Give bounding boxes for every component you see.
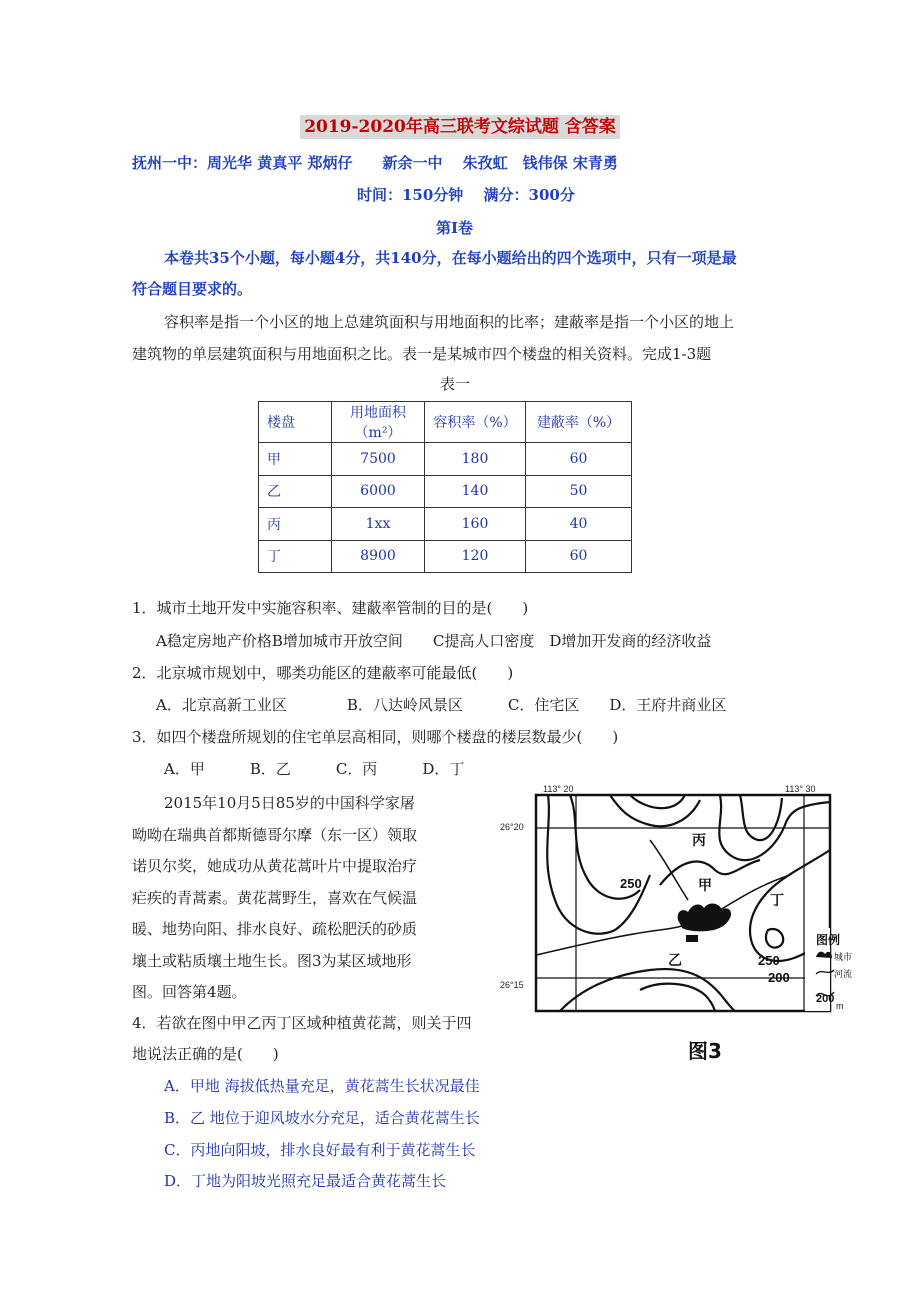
- table-cell: 120: [425, 540, 526, 573]
- question-1-stem: 1．城市土地开发中实施容积率、建蔽率管制的目的是( ): [132, 599, 529, 617]
- header-cell: 建蔽率（%）: [526, 402, 632, 443]
- section-heading: 第Ⅰ卷: [436, 219, 474, 237]
- table-header-row: [259, 402, 632, 443]
- passage-line: 暖、地势向阳、排水良好、疏松肥沃的砂质: [132, 920, 418, 938]
- contour-line: [560, 969, 735, 1011]
- passage-line: 呦呦在瑞典首都斯德哥尔摩（东一区）领取: [132, 826, 418, 844]
- question-4-stem: 地说法正确的是( ): [132, 1045, 279, 1063]
- passage-line: 图。回答第4题。: [132, 983, 247, 1001]
- legend-title: 图例: [816, 933, 841, 947]
- contour-line: [640, 984, 715, 1011]
- rivers: [536, 840, 790, 955]
- table-cell: 1xx: [332, 508, 425, 541]
- question-3-stem: 3．如四个楼盘所规划的住宅单层高相同，则哪个楼盘的楼层数最少( ): [132, 728, 619, 746]
- map-caption: 图3: [688, 1039, 722, 1063]
- table-cell: 丙: [259, 508, 332, 541]
- intro-line-1: 容积率是指一个小区的地上总建筑面积与用地面积的比率；建蔽率是指一个小区的地上: [164, 313, 735, 331]
- city-area-small: [686, 935, 698, 942]
- header-cell: 用地面积（m²）: [332, 402, 425, 443]
- contour-label: 250: [620, 876, 642, 891]
- table-row: [259, 443, 632, 476]
- table-caption: 表一: [440, 375, 471, 393]
- table-row: [259, 475, 632, 508]
- document-title: 2019-2020年高三联考文综试题 含答案: [0, 112, 920, 137]
- question-2-options: A．北京高新工业区 B．八达岭风景区 C．住宅区 D．王府井商业区: [156, 696, 727, 714]
- topographic-map: [500, 780, 853, 1070]
- question-4-option: C．丙地向阳坡，排水良好最有利于黄花蒿生长: [164, 1141, 476, 1159]
- lat-label-top: 26°20: [500, 822, 524, 832]
- intro-line-2: 建筑物的单层建筑面积与用地面积之比。表一是某城市四个楼盘的相关资料。完成1-3题: [132, 345, 712, 363]
- lon-label-left: 113° 20: [543, 784, 574, 794]
- legend-scale-unit: m: [836, 1001, 844, 1011]
- instructions-line-2: 符合题目要求的。: [132, 280, 253, 298]
- lon-label-right: 113° 30: [785, 784, 816, 794]
- table-cell: 7500: [332, 443, 425, 476]
- lat-label-bottom: 26°15: [500, 980, 524, 990]
- authors-line: 抚州一中：周光华 黄真平 郑炳仔 新余一中 朱孜虹 钱伟保 宋青勇: [132, 154, 618, 172]
- question-4-stem: 4．若欲在图中甲乙丙丁区域种植黄花蒿，则关于四: [132, 1014, 472, 1032]
- question-2-stem: 2．北京城市规划中，哪类功能区的建蔽率可能最低( ): [132, 664, 514, 682]
- table-cell: 60: [526, 540, 632, 573]
- question-1-options: A稳定房地产价格B增加城市开放空间 C提高人口密度 D增加开发商的经济收益: [156, 632, 712, 650]
- legend-city-label: 城市: [834, 952, 853, 962]
- table-cell: 160: [425, 508, 526, 541]
- passage-line: 2015年10月5日85岁的中国科学家屠: [164, 794, 415, 812]
- table-cell: 50: [526, 475, 632, 508]
- header-cell: 容积率（%）: [425, 402, 526, 443]
- contour-label: 250: [758, 953, 780, 968]
- legend-scale-value: 200: [816, 993, 835, 1005]
- table-cell: 乙: [259, 475, 332, 508]
- table-cell: 丁: [259, 540, 332, 573]
- table-cell: 60: [526, 443, 632, 476]
- region-label-bing: 丙: [692, 832, 706, 848]
- contour-line: [630, 795, 685, 808]
- contour-line: [740, 795, 782, 840]
- contour-line: [766, 929, 783, 948]
- data-table: [258, 401, 632, 573]
- river-line: [650, 840, 688, 900]
- contour-line: [547, 795, 650, 934]
- contour-line: [610, 795, 700, 826]
- question-4-option: B．乙 地位于迎风坡水分充足，适合黄花蒿生长: [164, 1109, 480, 1127]
- question-3-options: A．甲 B．乙 C．丙 D．丁: [164, 760, 465, 778]
- table-cell: 6000: [332, 475, 425, 508]
- table-cell: 8900: [332, 540, 425, 573]
- table-cell: 180: [425, 443, 526, 476]
- table-row: [259, 508, 632, 541]
- region-label-jia: 甲: [698, 877, 712, 893]
- contour-label: 200: [768, 970, 790, 985]
- legend-river-label: 河流: [834, 969, 853, 979]
- table-cell: 40: [526, 508, 632, 541]
- header-cell: 楼盘: [259, 402, 332, 443]
- region-label-yi: 乙: [668, 952, 682, 968]
- region-label-ding: 丁: [770, 892, 784, 908]
- instructions-line-1: 本卷共35个小题，每小题4分，共140分，在每小题给出的四个选项中，只有一项是最: [164, 249, 737, 267]
- map-legend: [805, 928, 852, 1011]
- question-4-option: A．甲地 海拔低热量充足，黄花蒿生长状况最佳: [164, 1077, 480, 1095]
- table-row: [259, 540, 632, 573]
- table-cell: 甲: [259, 443, 332, 476]
- question-4-option: D．丁地为阳坡光照充足最适合黄花蒿生长: [164, 1172, 447, 1190]
- table-cell: 140: [425, 475, 526, 508]
- passage-line: 疟疾的青蒿素。黄花蒿野生，喜欢在气候温: [132, 889, 418, 907]
- time-info: 时间：150分钟 满分：300分: [357, 186, 575, 204]
- passage-line: 诺贝尔奖，她成功从黄花蒿叶片中提取治疗: [132, 857, 418, 875]
- passage-line: 壤土或粘质壤土地生长。图3为某区域地形: [132, 952, 412, 970]
